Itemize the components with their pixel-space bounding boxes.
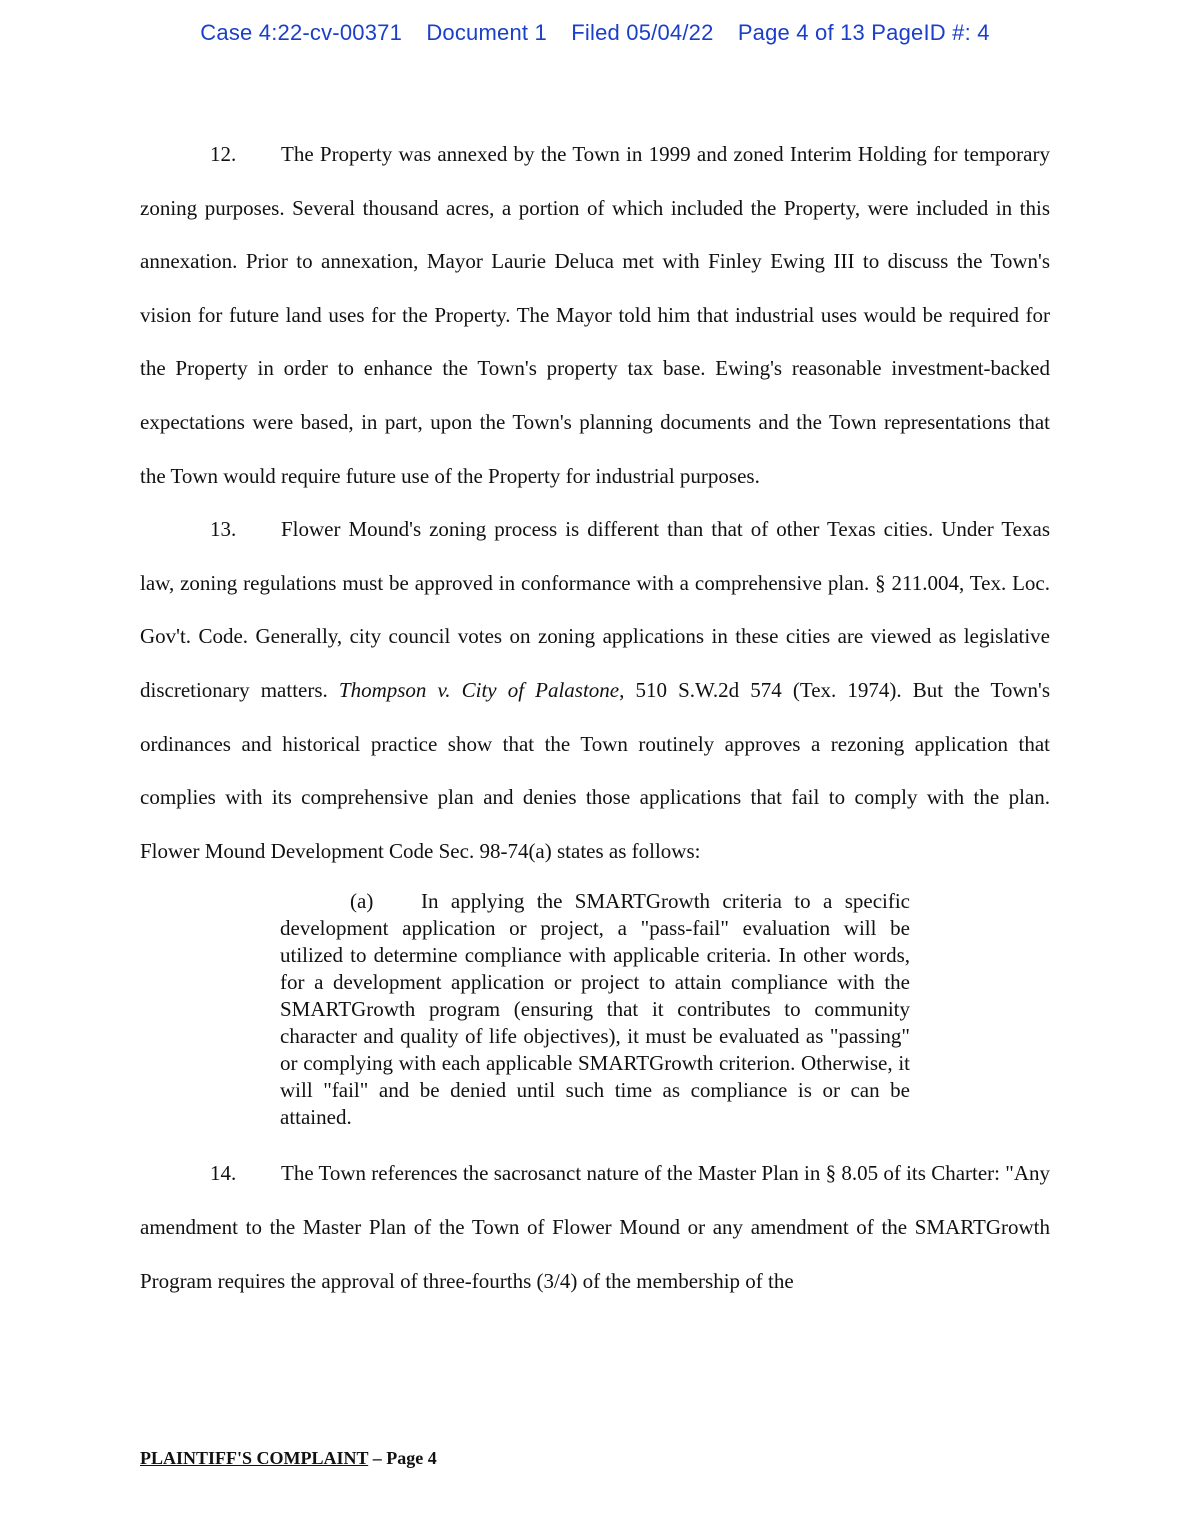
paragraph-text: Flower Mound's zoning process is different than that of other Texas cities. Under Texas law, zoning regulations must be approved in conformance with a comprehensive plan. § 211.004, Tex. Loc. Gov't. Code. Generally, city council votes on zoning applications in these cities are viewed as legislative discretionary matters. [140,517,1050,702]
paragraph-13 [140,503,1050,878]
case-number: Case 4:22-cv-00371 [200,20,403,45]
quote-text: In applying the SMARTGrowth criteria to a specific development application or project, a "pass-fail" evaluation will be utilized to determine compliance with applicable criteria. In other words, for a development application or project to attain compliance with the SMARTGrowth program (ensuring that it contributes to community character and quality of life objectives), it must be evaluated as "passing" or complying with each applicable SMARTGrowth criterion. Otherwise, it will "fail" and be denied until such time as compliance is or can be attained. [280,889,910,1130]
footer-title: PLAINTIFF'S COMPLAINT [140,1448,369,1468]
paragraph-text-continued: 510 S.W.2d 574 (Tex. 1974). But the Town's ordinances and historical practice show that the Town routinely approves a rezoning application that complies with its comprehensive plan and denies those applications that fail to comply with the plan. Flower Mound Development Code Sec. 98-74(a) states as follows: [140,677,1051,863]
paragraph-12 [140,128,1050,503]
paragraph-number: 14. [210,1161,237,1186]
filed-date: Filed 05/04/22 [571,20,714,45]
block-quote [280,888,910,1131]
page-id: Page 4 of 13 PageID #: 4 [737,20,990,45]
ecf-header [0,20,1190,46]
paragraph-text: The Property was annexed by the Town in 1999 and zoned Interim Holding for temporary zoning purposes. Several thousand acres, a portion of which included the Property, were included in this annexation. Prior to annexation, Mayor Laurie Deluca met with Finley Ewing III to discuss the Town's vision for future land uses for the Property. The Mayor told him that industrial uses would be required for the Property in order to enhance the Town's property tax base. Ewing's reasonable investment-backed expectations were based, in part, upon the Town's planning documents and the Town representations that the Town would require future use of the Property for industrial purposes. [140,142,1050,488]
quote-label: (a) [350,889,374,914]
page-footer [140,1448,437,1469]
document-number: Document 1 [426,20,547,45]
paragraph-number: 13. [210,517,237,542]
paragraph-number: 12. [210,142,237,166]
paragraph-14 [140,1147,1050,1308]
document-body [140,128,1050,1308]
paragraph-text: The Town references the sacrosanct nature of the Master Plan in § 8.05 of its Charter: "Any amendment to the Master Plan of the Town of Flower Mound or any amendment of the SMARTGrowth Program requires the approval of three-fourths (3/4) of the membership of the [140,1161,1050,1293]
footer-page: – Page 4 [368,1448,437,1468]
case-citation: Thompson v. City of Palastone, [338,677,625,702]
